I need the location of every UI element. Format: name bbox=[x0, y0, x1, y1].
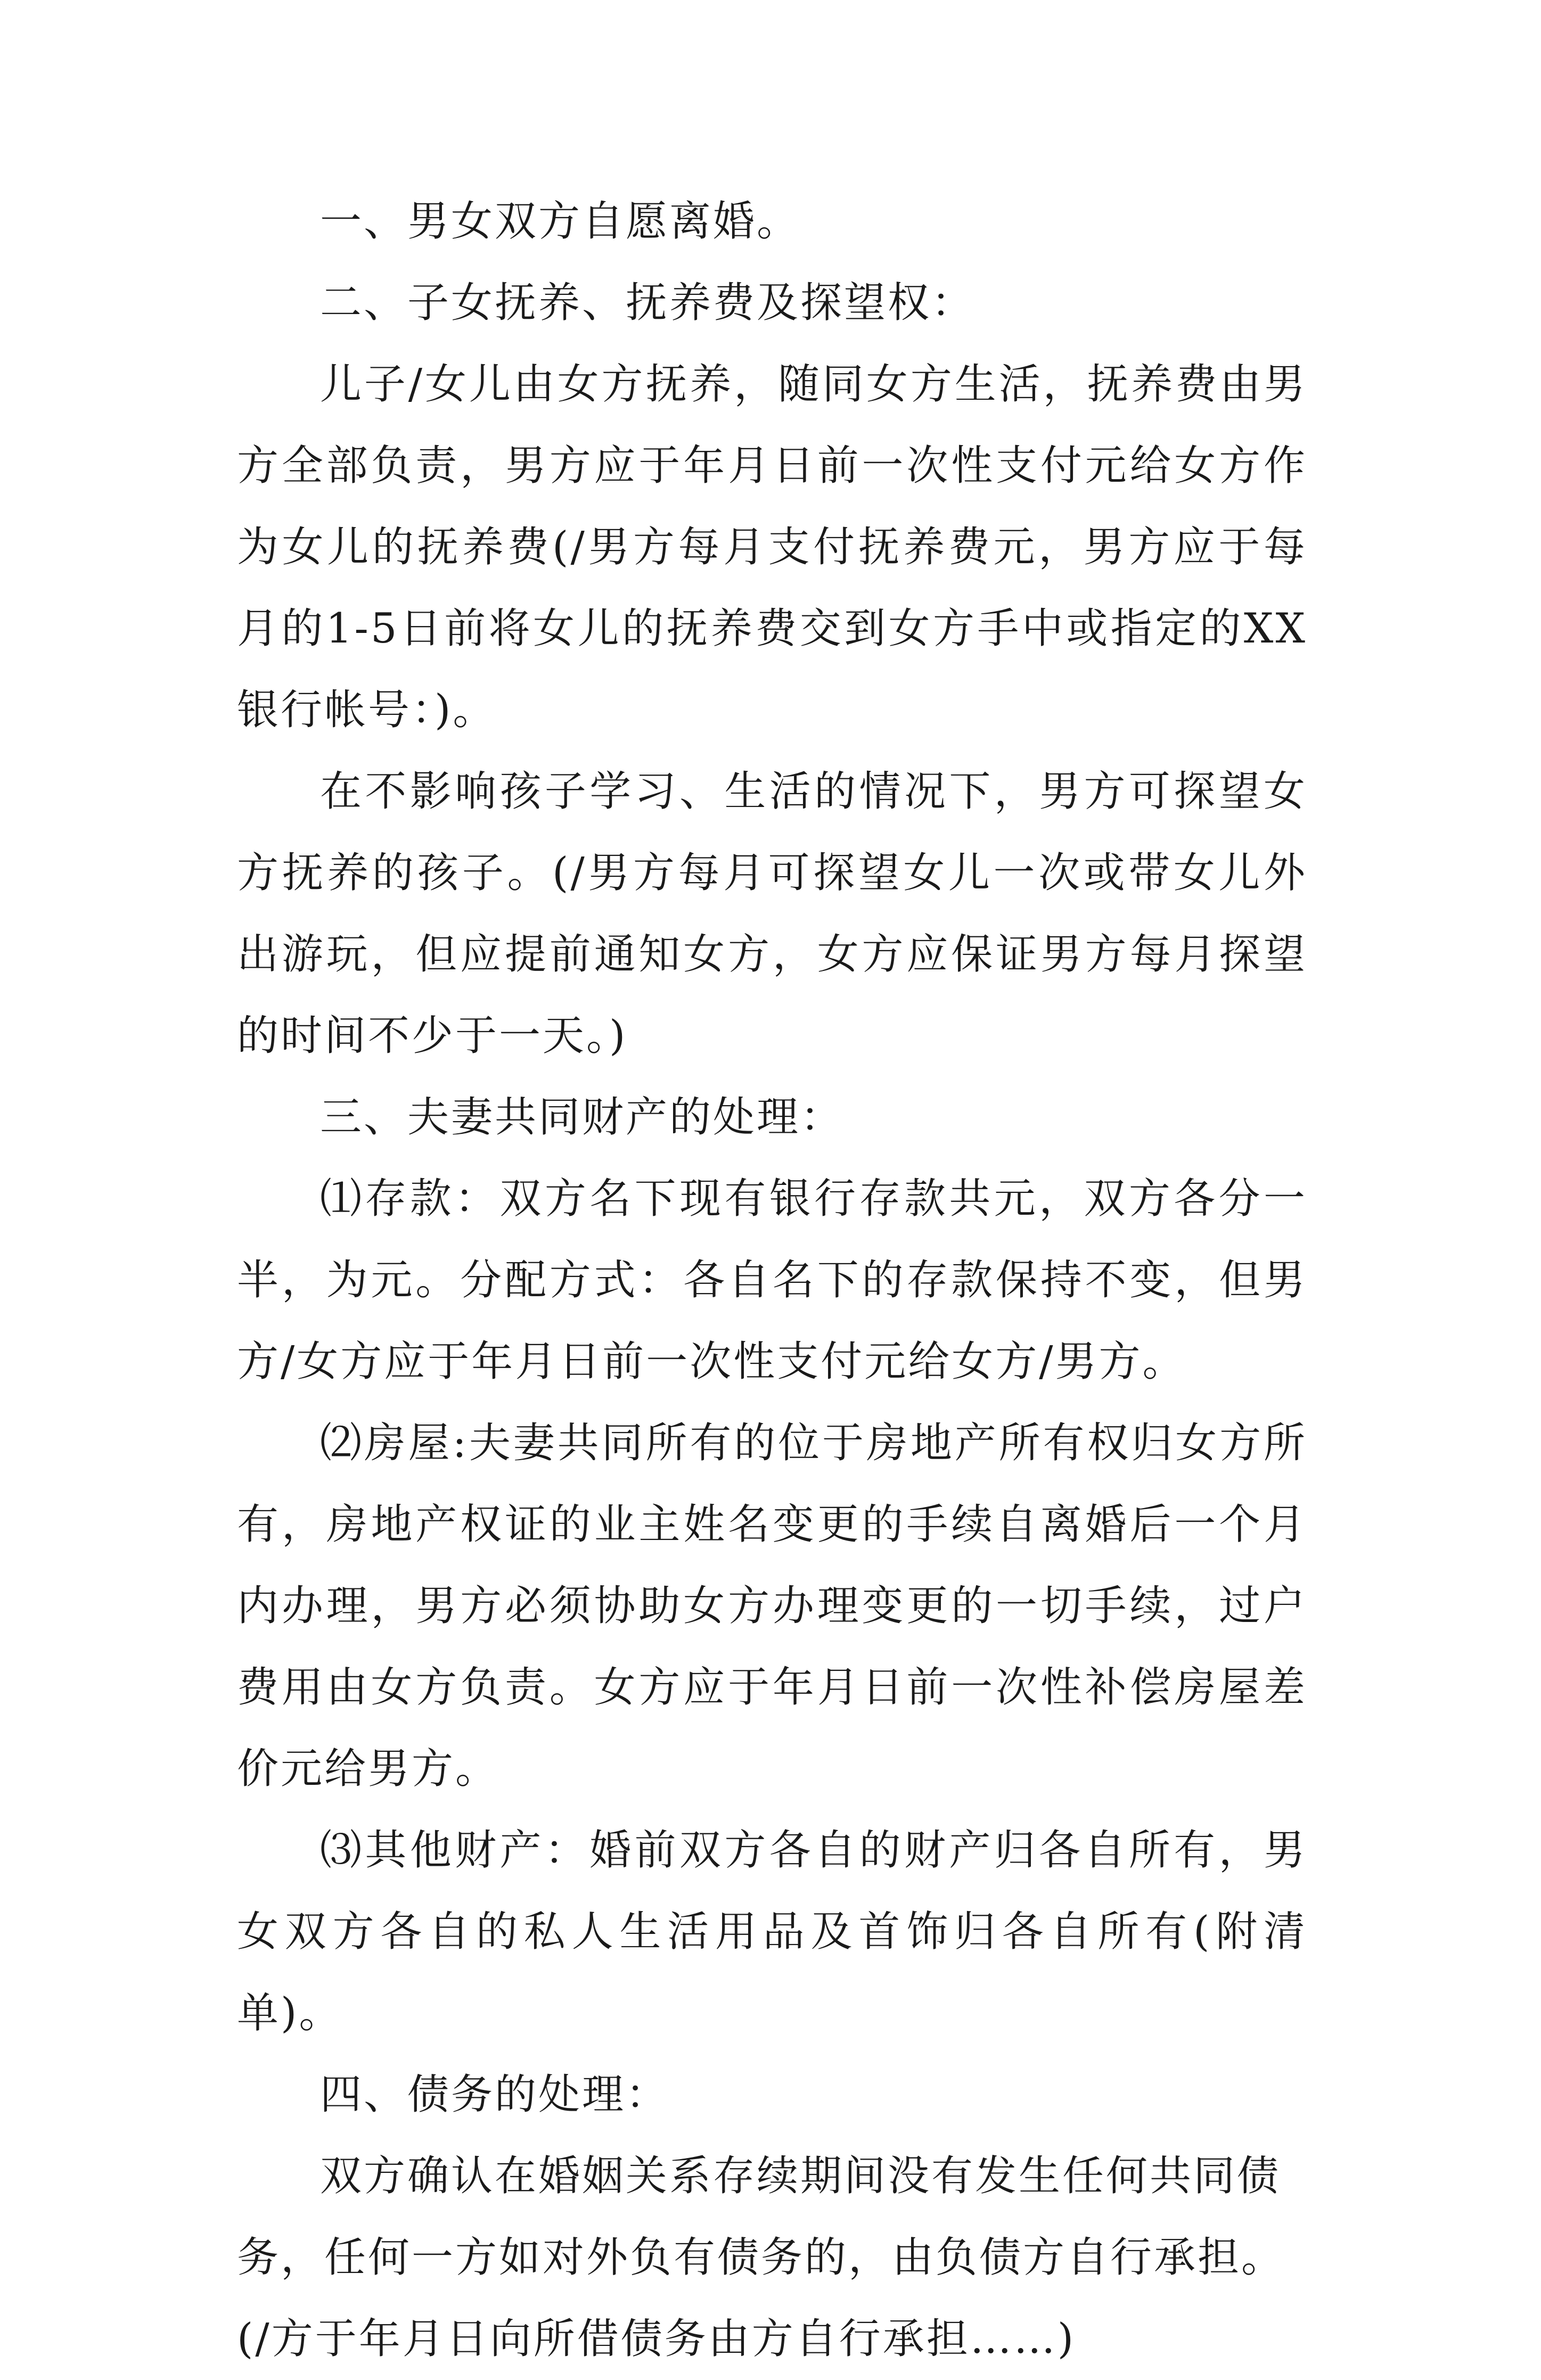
clause-4-heading: 四、债务的处理： bbox=[320, 2071, 670, 2119]
visitation-paragraph: 在不影响孩子学习、生活的情况下，男方可探望女方抚养的孩子。(/男方每月可探望女儿一次或带女儿外出游玩，但应提前通知女方，女方应保证男方每月探望的时间不少于一天。) bbox=[237, 768, 1307, 1060]
clause-3-heading: 三、夫妻共同财产的处理： bbox=[320, 1093, 845, 1141]
custody-paragraph: 儿子/女儿由女方抚养，随同女方生活，抚养费由男方全部负责，男方应于年月日前一次性支付元给女方作为女儿的抚养费(/男方每月支付抚养费元，男方应于每月的1-5日前将女儿的抚养费交到女方手中或指定的XX银行帐号：)。 bbox=[237, 360, 1307, 734]
clause-2-heading: 二、子女抚养、抚养费及探望权： bbox=[320, 279, 976, 327]
savings-paragraph: ⑴存款：双方名下现有银行存款共元，双方各分一半，为元。分配方式：各自名下的存款保持不变，但男方/女方应于年月日前一次性支付元给女方/男方。 bbox=[237, 1175, 1307, 1386]
debt-paragraph: 双方确认在婚姻关系存续期间没有发生任何共同债务，任何一方如对外负有债务的，由负债方自行承担。(/方于年月日向所借债务由方自行承担……) bbox=[237, 2152, 1285, 2363]
document-body bbox=[237, 181, 1307, 2380]
other-property-paragraph: ⑶其他财产：婚前双方各自的财产归各自所有，男女双方各自的私人生活用品及首饰归各自所有(附清单)。 bbox=[237, 1826, 1307, 2037]
house-paragraph: ⑵房屋:夫妻共同所有的位于房地产所有权归女方所有，房地产权证的业主姓名变更的手续自离婚后一个月内办理，男方必须协助女方办理变更的一切手续，过户费用由女方负责。女方应于年月日前一次性补偿房屋差价元给男方。 bbox=[237, 1419, 1307, 1793]
clause-1-heading: 一、男女双方自愿离婚。 bbox=[320, 197, 801, 245]
